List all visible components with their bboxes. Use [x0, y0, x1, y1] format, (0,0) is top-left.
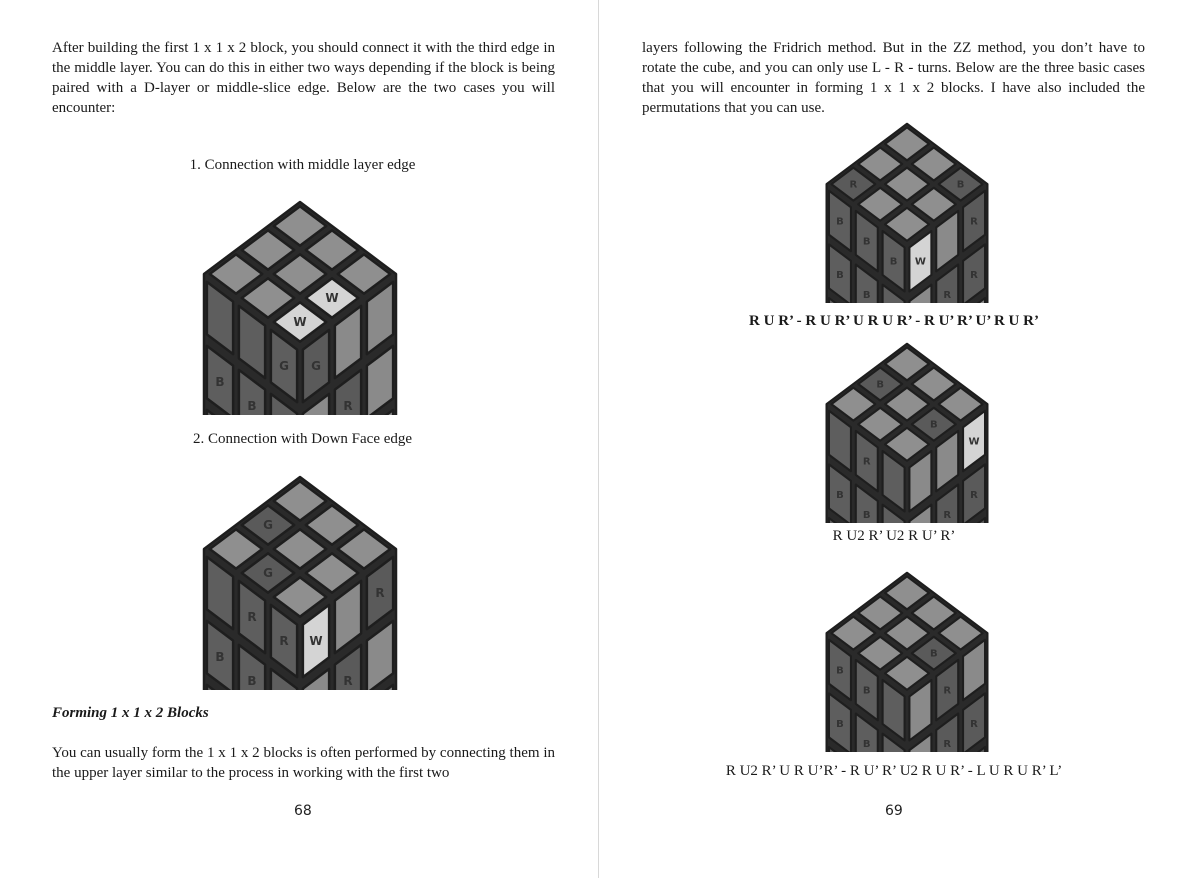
- cube-diagram-5: [819, 562, 995, 752]
- sticker-label: B: [836, 489, 844, 501]
- sticker-label: B: [247, 399, 257, 413]
- sticker-label: B: [836, 665, 844, 677]
- sticker-label: B: [862, 236, 871, 248]
- sticker-label: B: [215, 650, 225, 664]
- sticker-label: W: [914, 256, 926, 268]
- section-heading: Forming 1 x 1 x 2 Blocks: [52, 705, 209, 721]
- sticker-label: R: [375, 586, 385, 600]
- sticker-label: R: [247, 610, 257, 624]
- page-number: 69: [885, 803, 903, 819]
- sticker-label: R: [943, 739, 952, 751]
- algorithm-3: R U2 R’ U R U’R’ - R U’ R’ U2 R U R’ - L U R U R’ L’: [725, 763, 1063, 779]
- sticker-label: R: [970, 269, 978, 281]
- sticker-label: G: [263, 566, 273, 580]
- page-number: 68: [294, 803, 312, 819]
- sticker-label: W: [325, 291, 339, 305]
- sticker-label: B: [889, 256, 898, 268]
- sticker-label: B: [862, 510, 871, 522]
- sticker-label: R: [970, 216, 978, 228]
- sticker-label: W: [293, 315, 307, 329]
- intro-paragraph: After building the first 1 x 1 x 2 block, you should connect it with the third edge in the middle layer. You can do this in either two ways depending if the block is being paired with a D-layer or middle-slice edge. Below are the two cases you will encounter:: [52, 40, 555, 116]
- sticker-label: B: [862, 685, 871, 697]
- body-paragraph: You can usually form the 1 x 1 x 2 blocks is often performed by connecting them in the upper layer similar to the process in working with the first two: [52, 745, 555, 781]
- sticker-label: B: [836, 216, 844, 228]
- left-page: [0, 0, 598, 878]
- sticker-label: B: [929, 419, 938, 431]
- cube-diagram-1: [195, 190, 405, 415]
- sticker-label: B: [862, 290, 871, 302]
- continued-paragraph: layers following the Fridrich method. But in the ZZ method, you don’t have to rotate the cube, and you can only use L - R - turns. Below are the three basic cases that you will encounter in forming 1 x 1 x 2 blocks. I have also included the permutations that you can use.: [642, 40, 1145, 116]
- sticker-label: W: [968, 436, 980, 448]
- sticker-label: R: [943, 510, 952, 522]
- sticker-label: G: [279, 359, 289, 373]
- cube-diagram-3: [819, 113, 995, 303]
- sticker-label: R: [970, 718, 978, 730]
- sticker-label: B: [247, 674, 257, 688]
- cube-diagram-2: [195, 465, 405, 690]
- sticker-label: W: [309, 634, 323, 648]
- sticker-label: R: [943, 290, 952, 302]
- sticker-label: R: [849, 179, 858, 191]
- cube-diagram-4: [819, 333, 995, 523]
- sticker-label: R: [279, 634, 289, 648]
- sticker-label: B: [862, 739, 871, 751]
- sticker-label: B: [876, 379, 885, 391]
- case2-caption: 2. Connection with Down Face edge: [192, 431, 413, 447]
- sticker-label: B: [215, 375, 225, 389]
- sticker-label: R: [343, 674, 353, 688]
- algorithm-2: R U2 R’ U2 R U’ R’: [832, 528, 956, 544]
- sticker-label: R: [943, 685, 952, 697]
- algorithm-1: R U R’ - R U R’ U R U R’ - R U’ R’ U’ R U R’: [749, 313, 1039, 329]
- sticker-label: B: [929, 648, 938, 660]
- case1-caption: 1. Connection with middle layer edge: [189, 157, 416, 173]
- sticker-label: B: [836, 269, 844, 281]
- sticker-label: G: [311, 359, 321, 373]
- sticker-label: R: [970, 489, 978, 501]
- right-page: [599, 0, 1197, 878]
- sticker-label: R: [343, 399, 353, 413]
- sticker-label: R: [862, 456, 871, 468]
- sticker-label: B: [956, 179, 965, 191]
- sticker-label: B: [836, 718, 844, 730]
- sticker-label: G: [263, 518, 273, 532]
